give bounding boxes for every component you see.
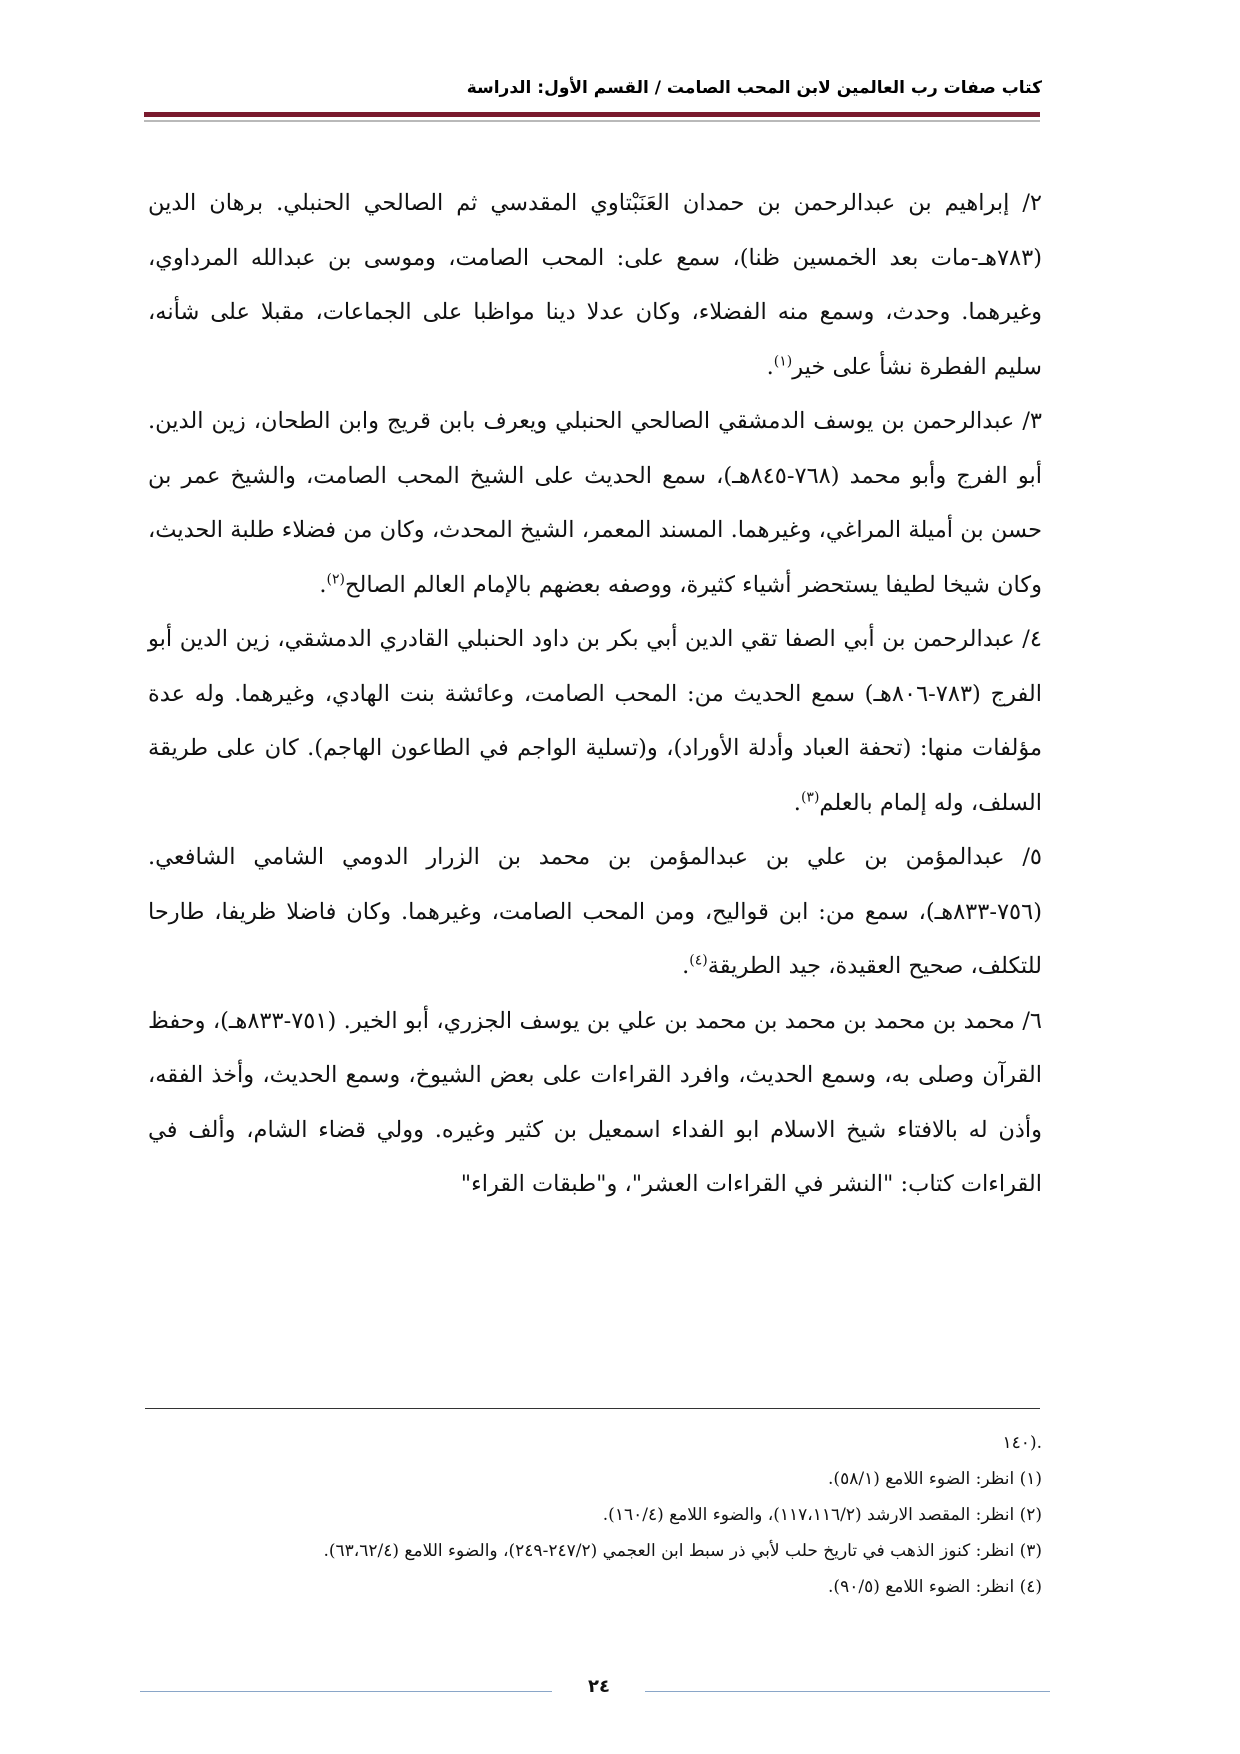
footnote-ref-1: (١) xyxy=(773,353,793,369)
entry-4-text: ٤/ عبدالرحمن بن أبي الصفا تقي الدين أبي بكر بن داود الحنبلي القادري الدمشقي، زين الدين أبو الفرج (٧٨٣-٨٠٦هـ) سمع الحديث من: المحب الصامت، وعائشة بنت الهادي، وغيرهما. وله عدة مؤلفات منها: (تحفة العباد وأدلة الأوراد)، و(تسلية الواجم في الطاعون الهاجم). كان على طريقة السلف، وله إلمام بالعلم xyxy=(148,626,1042,816)
entry-6-text: ٦/ محمد بن محمد بن محمد بن محمد بن علي بن يوسف الجزري، أبو الخير. (٧٥١-٨٣٣هـ)، وحفظ القرآن وصلى به، وسمع الحديث، وافرد القراءات على بعض الشيوخ، وسمع الحديث، وأخذ الفقه، وأذن له بالافتاء شيخ الاسلام ابو الفداء اسمعيل بن كثير وغيره. وولي قضاء الشام، وألف في القراءات كتاب: "النشر في القراءات العشر"، و"طبقات القراء" xyxy=(148,1007,1042,1197)
entry-2-text: ٢/ إبراهيم بن عبدالرحمن بن حمدان العَنَبْتاوي المقدسي ثم الصالحي الحنبلي. برهان الدين (٧٨٣هـ-مات بعد الخمسين ظنا)، سمع على: المحب الصامت، وموسى بن عبدالله المرداوي، وغيرهما. وحدث، وسمع منه الفضلاء، وكان عدلا دينا مواظبا على الجماعات، مقبلا على شأنه، سليم الفطرة نشأ على خير xyxy=(148,190,1042,380)
main-text xyxy=(148,176,1042,1212)
entry-3-end: . xyxy=(319,571,327,598)
entry-4-end: . xyxy=(793,789,801,816)
paragraph-entry-6 xyxy=(148,994,1042,1212)
paragraph-entry-4 xyxy=(148,612,1042,830)
header-rule xyxy=(144,112,1040,117)
footnote-separator xyxy=(145,1408,1040,1409)
entry-2-end: . xyxy=(766,353,774,380)
footnote-ref-3: (٣) xyxy=(800,789,820,805)
footnote-1: (١) انظر: الضوء اللامع (٥٨/١). xyxy=(828,1469,1042,1489)
paragraph-entry-2 xyxy=(148,176,1042,394)
footnote-4: (٤) انظر: الضوء اللامع (٩٠/٥). xyxy=(828,1577,1042,1597)
entry-5-end: . xyxy=(682,953,690,979)
footnote-ref-4: (٤) xyxy=(689,952,708,969)
entry-3-text: ٣/ عبدالرحمن بن يوسف الدمشقي الصالحي الحنبلي ويعرف بابن قريج وابن الطحان، زين الدين. أبو الفرج وأبو محمد (٧٦٨-٨٤٥هـ)، سمع الحديث على الشيخ المحب الصامت، والشيخ عمر بن حسن بن أميلة المراغي، وغيرهما. المسند المعمر، الشيخ المحدث، وكان من فضلاء طلبة الحديث، وكان شيخا لطيفا يستحضر أشياء كثيرة، ووصفه بعضهم بالإمام العالم الصالح xyxy=(148,408,1042,598)
entry-5-text: ٥/ عبدالمؤمن بن علي بن عبدالمؤمن بن محمد بن الزرار الدومي الشامي الشافعي. (٧٥٦-٨٣٣هـ)، سمع من: ابن قواليح، ومن المحب الصامت، وغيرهما. وكان فاضلا ظريفا، طارحا للتكلف، صحيح العقيدة، جيد الطريقة xyxy=(148,844,1042,979)
page-number: ٢٤ xyxy=(588,1676,610,1697)
footer-rule-left xyxy=(140,1691,552,1692)
footnote-3: (٣) انظر: كنوز الذهب في تاريخ حلب لأبي ذر سبط ابن العجمي (٢٤٧/٢-٢٤٩)، والضوء اللامع (٦٣،٦٢/٤). xyxy=(323,1541,1042,1561)
footnotes xyxy=(148,1425,1042,1605)
footnote-2: (٢) انظر: المقصد الارشد (١١٧،١١٦/٢)، والضوء اللامع (١٦٠/٤). xyxy=(602,1505,1042,1525)
paragraph-entry-5 xyxy=(148,830,1042,994)
footer-rule-right xyxy=(645,1691,1050,1692)
header-rule-secondary xyxy=(144,120,1040,122)
running-header: كتاب صفات رب العالمين لابن المحب الصامت / القسم الأول: الدراسة xyxy=(466,78,1042,98)
footnote-ref-2: (٢) xyxy=(326,571,345,587)
footnote-continuation: .(١٤٠ xyxy=(1002,1433,1042,1453)
paragraph-entry-3 xyxy=(148,394,1042,612)
